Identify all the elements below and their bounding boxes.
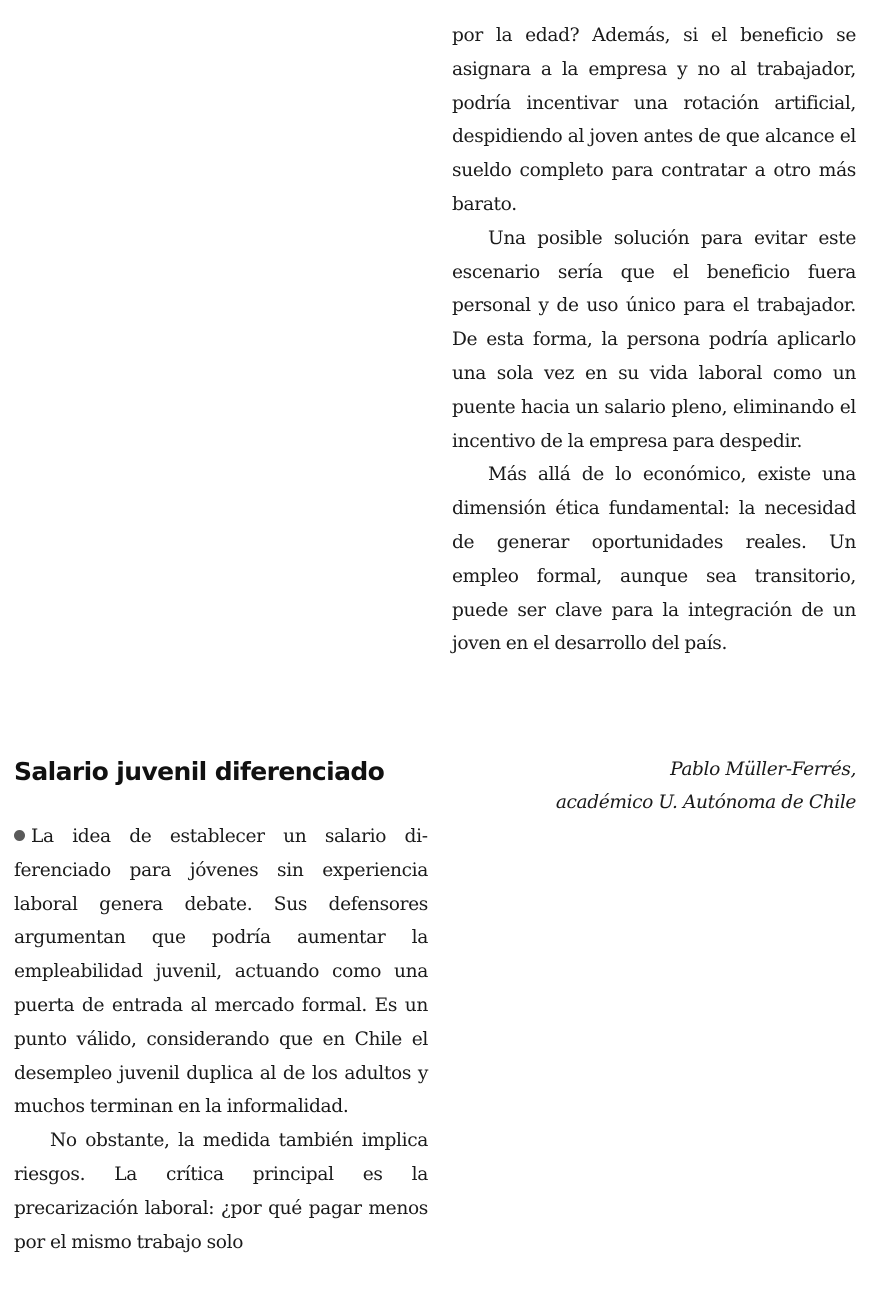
lead-paragraph-text: La idea de establecer un salario diferenciado para jóvenes sin experiencia laboral genera debate. Sus defensores argumentan que podría aumentar la empleabilidad juvenil, actuando como una puerta de entrada al mercado formal. Es un punto válido, considerando que en Chile el desempleo juvenil duplica al de los adultos y muchos terminan en la informalidad.: [14, 826, 428, 1118]
author-signature: [452, 753, 856, 819]
author-name: Pablo Müller-Ferrés,: [670, 759, 856, 780]
body-paragraph-continued: por la edad? Además, si el beneficio se asignara a la empresa y no al trabajador, podría incentivar una rotación artificial, despidiendo al joven antes de que alcance el sueldo completo para contratar a otro más barato.: [452, 25, 856, 215]
left-column: [14, 820, 428, 1259]
body-paragraph: Una posible solución para evitar este escenario sería que el beneficio fuera personal y de uso único para el trabajador. De esta forma, la persona podría aplicarlo una sola vez en su vida laboral como un puente hacia un salario pleno, eliminando el incentivo de la empresa para despedir.: [452, 227, 856, 452]
right-column: [452, 19, 856, 661]
lead-paragraph: [14, 820, 428, 1124]
bullet-icon: [14, 830, 25, 841]
author-affiliation: académico U. Autónoma de Chile: [555, 792, 856, 813]
body-paragraph: No obstante, la medida también implica riesgos. La crítica principal es la precarización laboral: ¿por qué pagar menos por el mismo trabajo solo: [14, 1130, 428, 1253]
article-headline: Salario juvenil diferenciado: [14, 757, 385, 786]
body-paragraph: Más allá de lo económico, existe una dimensión ética fundamental: la necesidad de generar oportunidades reales. Un empleo formal, aunque sea transitorio, puede ser clave para la integración de un joven en el desarrollo del país.: [452, 464, 856, 655]
